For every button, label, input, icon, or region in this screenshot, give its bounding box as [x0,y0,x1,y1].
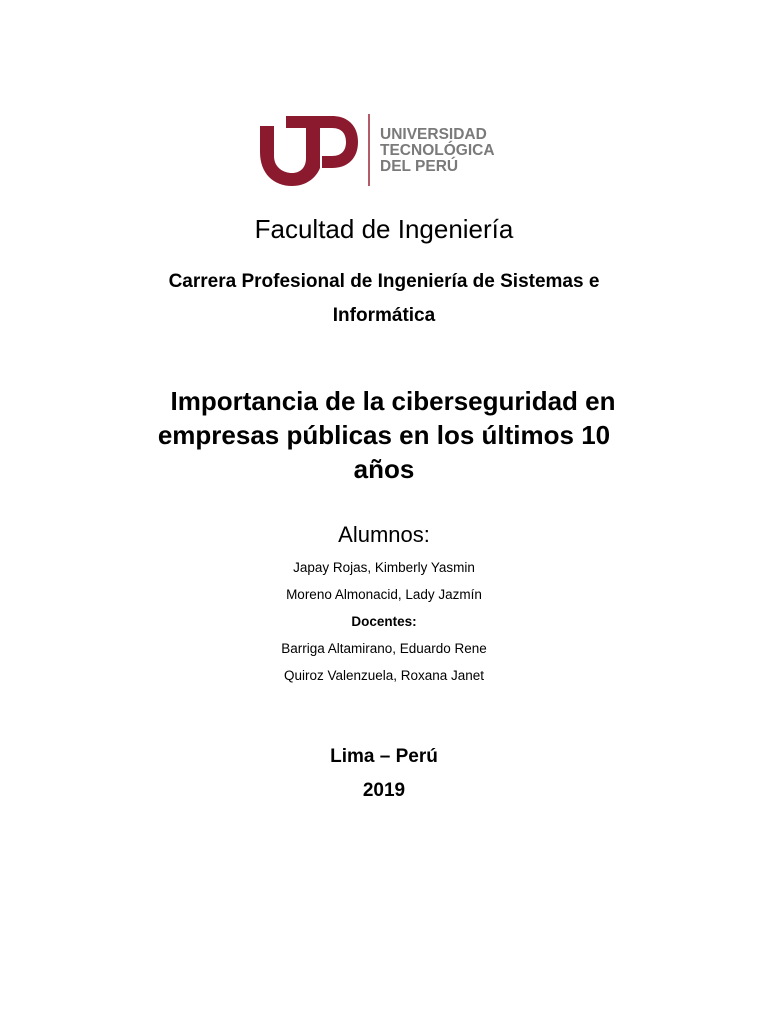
title-line-1: Importancia de la ciberseguridad en [170,386,616,416]
logo-text-line-3: DEL PERÚ [380,158,459,175]
faculty-name: Facultad de Ingeniería [254,214,514,244]
student-name: Japay Rojas, Kimberly Yasmin [293,560,475,575]
place: Lima – Perú [330,746,438,767]
teacher-name: Quiroz Valenzuela, Roxana Janet [283,668,485,683]
career-line-2: Informática [332,305,436,326]
logo-text-line-2: TECNOLÓGICA [380,142,495,159]
title-line-3: años [353,454,415,484]
logo-text-line-1: UNIVERSIDAD [380,126,487,143]
university-logo [256,112,516,188]
year: 2019 [362,780,406,801]
career-line-1: Carrera Profesional de Ingeniería de Sistemas e [168,271,600,292]
student-name: Moreno Almonacid, Lady Jazmín [286,587,482,602]
title-line-2: empresas públicas en los últimos 10 [157,420,611,450]
students-heading: Alumnos: [338,522,430,547]
teacher-name: Barriga Altamirano, Eduardo Rene [281,641,487,656]
teachers-heading: Docentes: [351,614,417,629]
utp-logo-icon [256,112,516,188]
